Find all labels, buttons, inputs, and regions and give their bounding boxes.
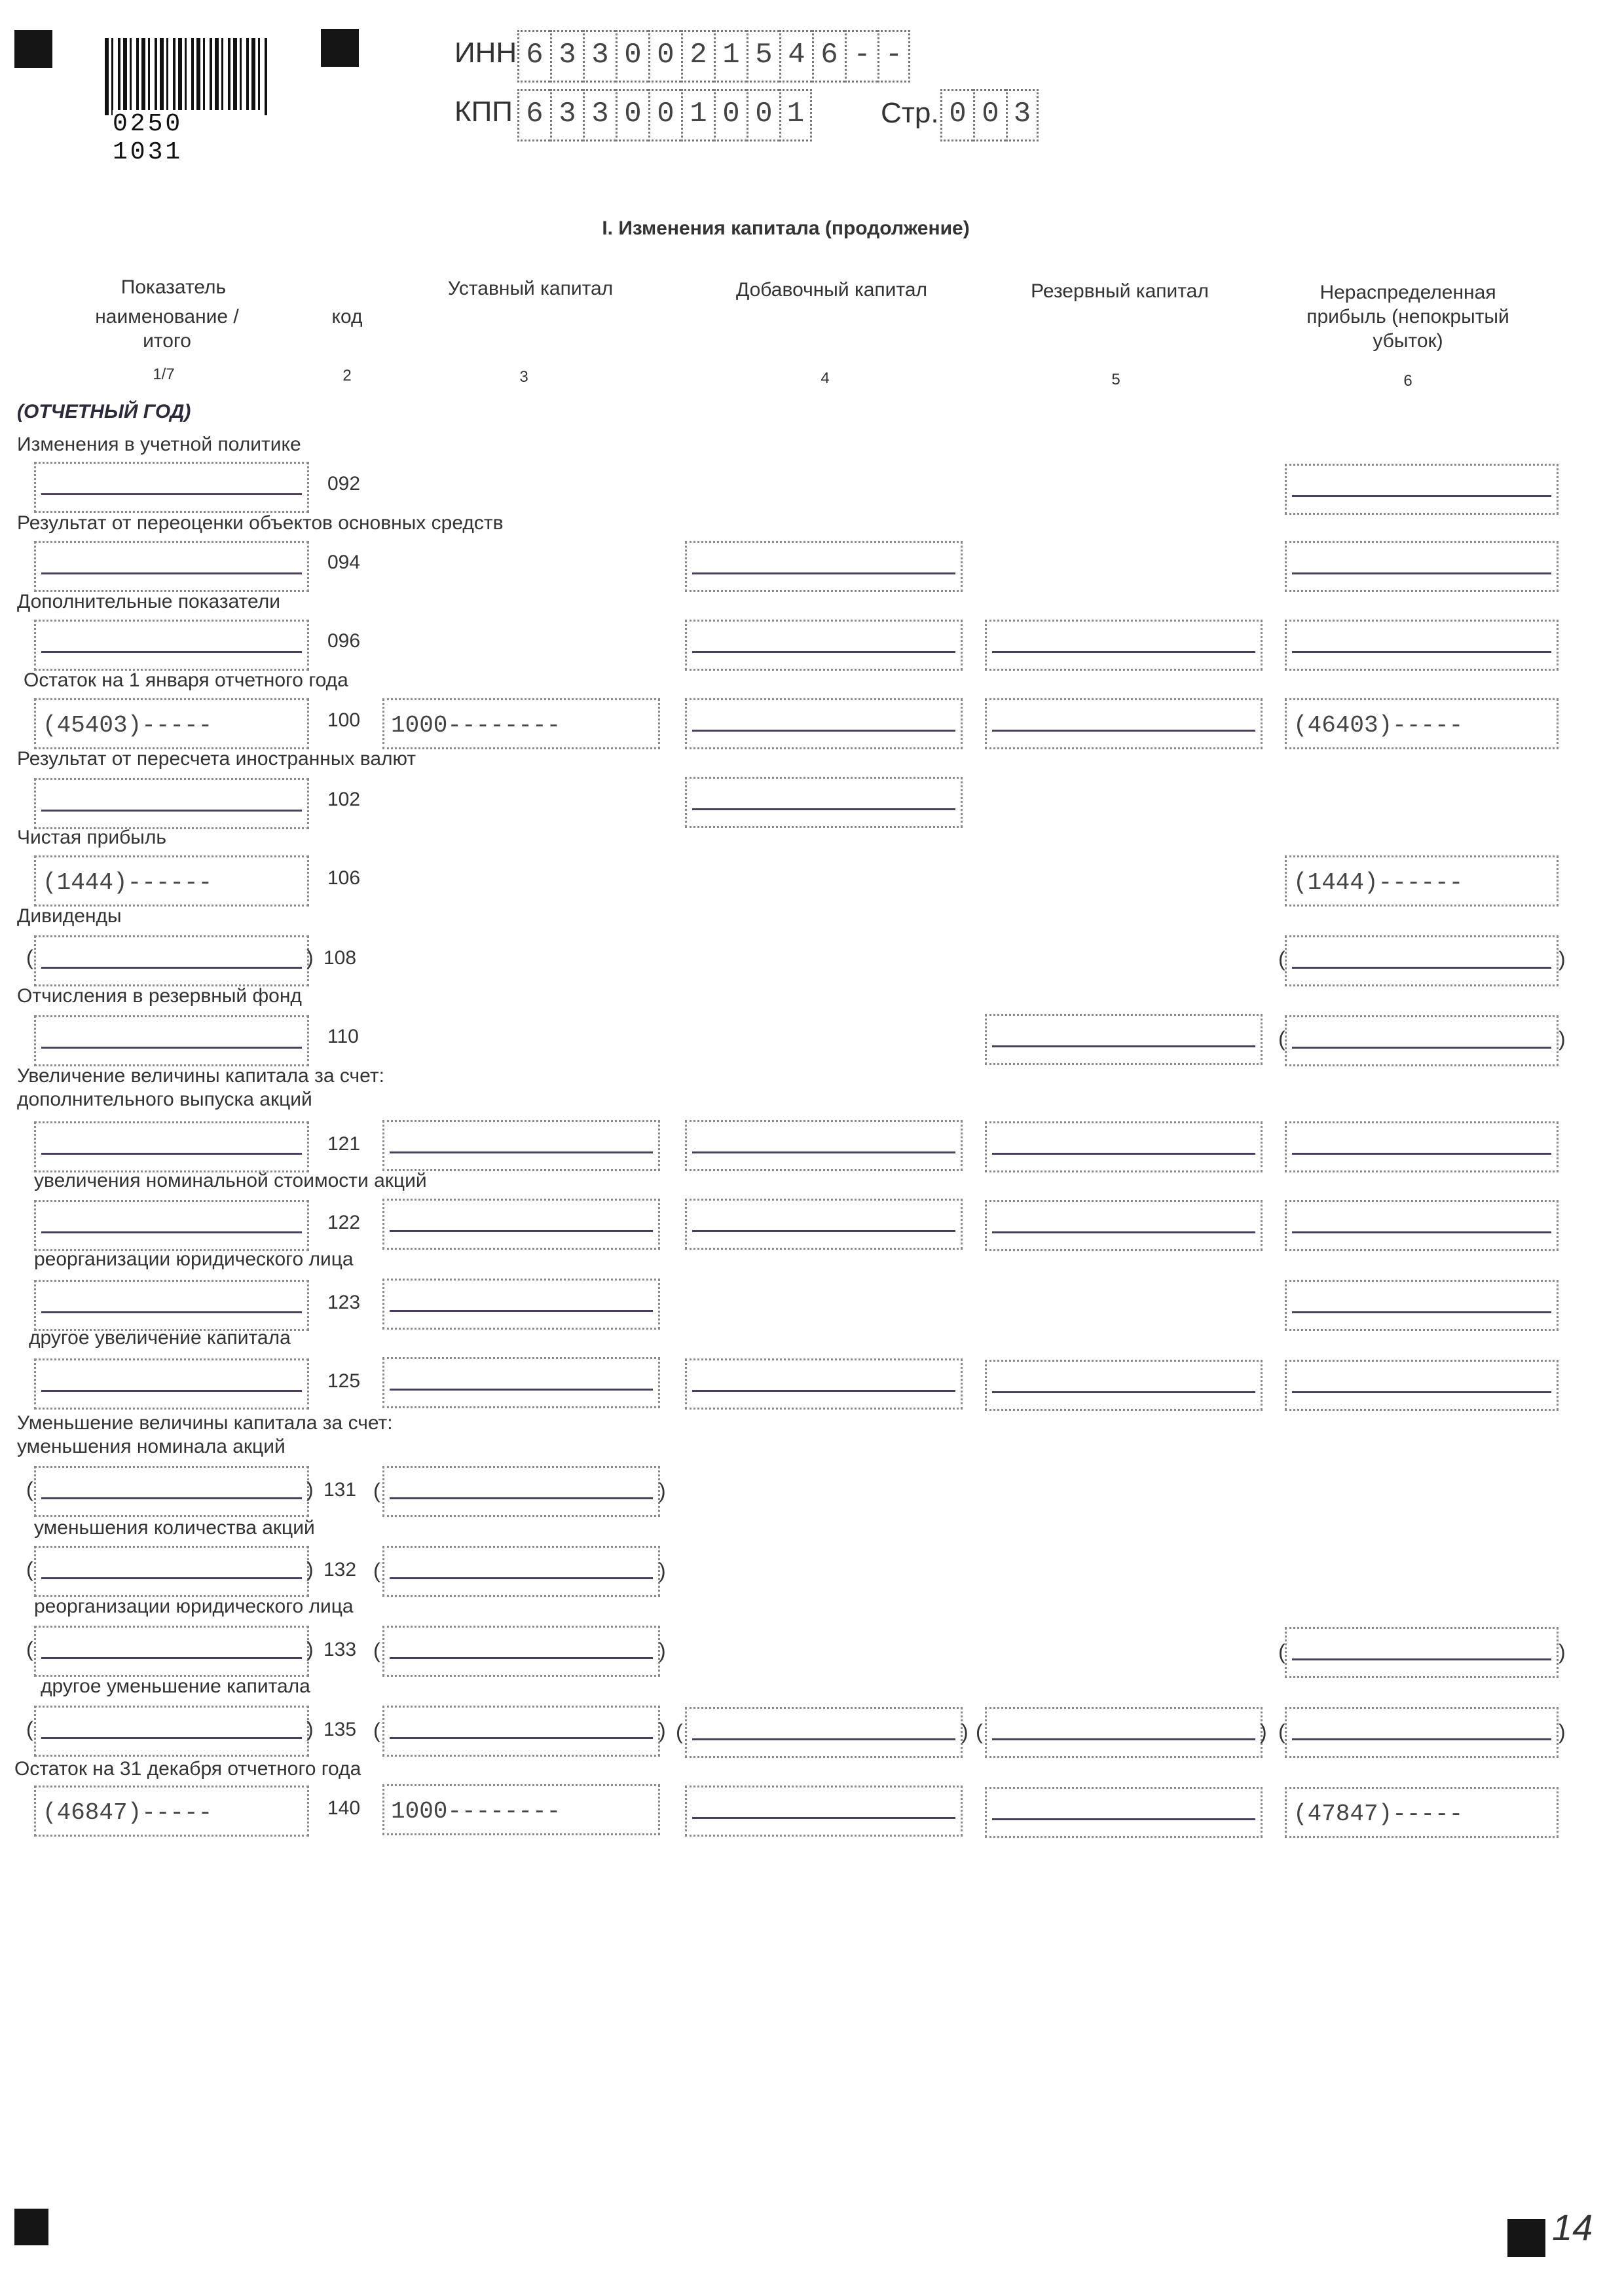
- paren-close-132-total: ): [306, 1558, 314, 1581]
- field-125-total[interactable]: [34, 1358, 309, 1410]
- field-122-charter[interactable]: [382, 1199, 660, 1250]
- field-096-additional[interactable]: [685, 620, 963, 671]
- field-121-retained[interactable]: [1285, 1121, 1559, 1172]
- code-135: 135: [323, 1719, 357, 1740]
- field-106-total[interactable]: [34, 855, 309, 907]
- page-cell: 3: [1006, 89, 1039, 141]
- col-charter: Уставный капитал: [447, 278, 614, 299]
- kpp-cell: 0: [714, 89, 747, 141]
- inn-cell: -: [877, 30, 910, 83]
- field-122-additional[interactable]: [685, 1199, 963, 1250]
- field-140-additional[interactable]: [685, 1786, 963, 1837]
- section-title: (ОТЧЕТНЫЙ ГОД): [17, 401, 191, 422]
- kpp-cell: 0: [648, 89, 681, 141]
- field-094-total[interactable]: [34, 541, 309, 592]
- code-133: 133: [323, 1639, 357, 1660]
- code-132: 132: [323, 1559, 357, 1581]
- field-132-charter[interactable]: [382, 1546, 660, 1597]
- field-122-retained[interactable]: [1285, 1200, 1559, 1251]
- col-additional: Добавочный капитал: [735, 279, 928, 301]
- col-reserve: Резервный капитал: [1031, 280, 1209, 302]
- paren-open-131-charter: (: [373, 1479, 380, 1503]
- field-106-retained[interactable]: [1285, 855, 1559, 907]
- inn-cell: 6: [517, 30, 550, 83]
- paren-close-110-retained: ): [1559, 1027, 1566, 1051]
- paren-close-133-total: ): [306, 1637, 314, 1661]
- kpp-cell: 0: [616, 89, 648, 141]
- field-110-total[interactable]: [34, 1015, 309, 1066]
- label-125: другое увеличение капитала: [29, 1327, 291, 1349]
- paren-close-132-charter: ): [659, 1559, 666, 1582]
- code-123: 123: [327, 1292, 361, 1313]
- paren-close-135-additional: ): [961, 1720, 969, 1744]
- col-num-3: 3: [519, 368, 528, 386]
- field-110-retained[interactable]: [1285, 1015, 1559, 1066]
- code-122: 122: [327, 1212, 361, 1233]
- kpp-cell: 1: [779, 89, 812, 141]
- label-decrease: Уменьшение величины капитала за счет:: [17, 1412, 393, 1434]
- paren-open-133-total: (: [26, 1637, 33, 1661]
- field-123-charter[interactable]: [382, 1279, 660, 1330]
- paren-open-133-charter: (: [373, 1639, 380, 1662]
- label-132: уменьшения количества акций: [34, 1517, 315, 1539]
- field-140-charter[interactable]: [382, 1784, 660, 1835]
- page-cell: 0: [940, 89, 973, 141]
- paren-open-135-reserve: (: [976, 1720, 983, 1744]
- kpp-cell: 1: [681, 89, 714, 141]
- code-106: 106: [327, 867, 361, 889]
- field-135-charter[interactable]: [382, 1706, 660, 1757]
- barcode-number: 0250 1031: [113, 110, 263, 166]
- kpp-cell: 3: [550, 89, 583, 141]
- field-122-reserve[interactable]: [985, 1200, 1263, 1251]
- label-123: реорганизации юридического лица: [34, 1248, 354, 1270]
- inn-cell: 5: [747, 30, 779, 83]
- col-retained-2: прибыль (непокрытый: [1306, 306, 1509, 327]
- corner-marker-bottom-right: [1507, 2219, 1545, 2257]
- paren-close-131-total: ): [306, 1478, 314, 1501]
- field-123-retained[interactable]: [1285, 1280, 1559, 1331]
- code-108: 108: [323, 947, 357, 969]
- paren-close-108-retained: ): [1559, 947, 1566, 971]
- field-100-additional[interactable]: [685, 698, 963, 749]
- field-133-retained[interactable]: [1285, 1627, 1559, 1678]
- paren-open-108-retained: (: [1278, 947, 1285, 971]
- label-140: Остаток на 31 декабря отчетного года: [14, 1758, 361, 1780]
- paren-open-135-retained: (: [1278, 1720, 1285, 1744]
- code-100: 100: [327, 709, 361, 731]
- inn-cell: 4: [779, 30, 812, 83]
- corner-marker-bottom-left: [14, 2209, 48, 2245]
- col-indicator-top: Показатель: [120, 276, 227, 298]
- paren-open-133-retained: (: [1278, 1640, 1285, 1664]
- barcode: [105, 38, 268, 115]
- kpp-cell: 0: [747, 89, 779, 141]
- paren-close-133-retained: ): [1559, 1640, 1566, 1664]
- field-125-charter[interactable]: [382, 1357, 660, 1408]
- label-131: уменьшения номинала акций: [17, 1436, 286, 1457]
- code-125: 125: [327, 1370, 361, 1392]
- label-102: Результат от пересчета иностранных валют: [17, 748, 416, 770]
- field-140-retained[interactable]: [1285, 1787, 1559, 1838]
- paren-close-108-total: ): [306, 946, 314, 969]
- field-108-total[interactable]: [34, 935, 309, 986]
- value-140-total: (46847)-----: [43, 1799, 213, 1826]
- field-096-retained[interactable]: [1285, 620, 1559, 671]
- label-108: Дивиденды: [17, 905, 122, 927]
- label-122: увеличения номинальной стоимости акций: [34, 1170, 427, 1191]
- inn-cell: 0: [616, 30, 648, 83]
- field-132-total[interactable]: [34, 1546, 309, 1597]
- field-121-charter[interactable]: [382, 1120, 660, 1171]
- col-num-5: 5: [1111, 371, 1120, 388]
- inn-label: ИНН: [454, 37, 517, 69]
- handwritten-page-number: 14: [1552, 2207, 1593, 2248]
- inn-cell: 3: [583, 30, 616, 83]
- col-num-4: 4: [821, 369, 830, 387]
- value-100-retained: (46403)-----: [1293, 712, 1464, 739]
- field-135-retained[interactable]: [1285, 1707, 1559, 1758]
- value-100-total: (45403)-----: [43, 712, 213, 739]
- label-106: Чистая прибыль: [17, 827, 166, 848]
- value-140-charter: 1000--------: [391, 1798, 561, 1825]
- field-102-total[interactable]: [34, 778, 309, 829]
- field-121-total[interactable]: [34, 1121, 309, 1172]
- field-131-total[interactable]: [34, 1466, 309, 1517]
- value-100-charter: 1000--------: [391, 712, 561, 739]
- label-094: Результат от переоценки объектов основных средств: [17, 512, 504, 534]
- field-121-reserve[interactable]: [985, 1121, 1263, 1172]
- field-135-additional[interactable]: [685, 1707, 963, 1758]
- label-100: Остаток на 1 января отчетного года: [24, 669, 348, 691]
- code-121: 121: [327, 1133, 361, 1155]
- inn-cell: 1: [714, 30, 747, 83]
- value-106-retained: (1444)------: [1293, 869, 1464, 896]
- label-110: Отчисления в резервный фонд: [17, 985, 302, 1007]
- label-133: реорганизации юридического лица: [34, 1596, 354, 1617]
- kpp-label: КПП: [454, 96, 513, 128]
- value-140-retained: (47847)-----: [1293, 1801, 1464, 1827]
- code-110: 110: [327, 1026, 359, 1047]
- paren-open-132-charter: (: [373, 1559, 380, 1582]
- col-num-6: 6: [1403, 372, 1412, 390]
- label-096: Дополнительные показатели: [17, 591, 281, 612]
- paren-close-135-retained: ): [1559, 1720, 1566, 1744]
- paren-close-133-charter: ): [659, 1639, 666, 1662]
- field-094-additional[interactable]: [685, 541, 963, 592]
- field-131-charter[interactable]: [382, 1466, 660, 1517]
- form-title: I. Изменения капитала (продолжение): [602, 217, 970, 239]
- field-100-total[interactable]: [34, 698, 309, 749]
- field-092-retained[interactable]: [1285, 464, 1559, 515]
- paren-close-131-charter: ): [659, 1479, 666, 1503]
- field-108-retained[interactable]: [1285, 935, 1559, 986]
- field-125-reserve[interactable]: [985, 1360, 1263, 1411]
- field-102-additional[interactable]: [685, 777, 963, 828]
- paren-close-135-reserve: ): [1260, 1720, 1267, 1744]
- field-135-total[interactable]: [34, 1706, 309, 1757]
- paren-open-110-retained: (: [1278, 1027, 1285, 1051]
- field-110-reserve[interactable]: [985, 1014, 1263, 1065]
- paren-close-135-charter: ): [659, 1719, 666, 1742]
- field-096-reserve[interactable]: [985, 620, 1263, 671]
- label-increase: Увеличение величины капитала за счет:: [17, 1065, 384, 1087]
- field-122-total[interactable]: [34, 1200, 309, 1251]
- col-indicator-total: итого: [143, 330, 191, 352]
- code-092: 092: [327, 473, 361, 495]
- field-125-retained[interactable]: [1285, 1360, 1559, 1411]
- page-cell: 0: [973, 89, 1006, 141]
- field-140-reserve[interactable]: [985, 1787, 1263, 1838]
- col-indicator-name: наименование /: [95, 306, 239, 327]
- kpp-cell: 6: [517, 89, 550, 141]
- col-retained-3: убыток): [1373, 330, 1443, 352]
- paren-open-132-total: (: [26, 1558, 33, 1581]
- field-100-reserve[interactable]: [985, 698, 1263, 749]
- field-140-total[interactable]: [34, 1786, 309, 1837]
- paren-open-135-charter: (: [373, 1719, 380, 1742]
- field-135-reserve[interactable]: [985, 1707, 1263, 1758]
- inn-cell: 3: [550, 30, 583, 83]
- code-140: 140: [327, 1797, 361, 1819]
- label-135: другое уменьшение капитала: [41, 1675, 310, 1697]
- col-num-1: 1/7: [153, 365, 175, 383]
- corner-marker-top-center: [321, 29, 359, 67]
- page-label: Стр.: [881, 97, 939, 129]
- field-133-total[interactable]: [34, 1626, 309, 1677]
- code-102: 102: [327, 789, 361, 810]
- field-092-total[interactable]: [34, 462, 309, 513]
- paren-open-131-total: (: [26, 1478, 33, 1501]
- value-106-total: (1444)------: [43, 869, 213, 896]
- kpp-cells: [517, 89, 812, 141]
- code-094: 094: [327, 552, 361, 573]
- inn-cell: -: [845, 30, 877, 83]
- corner-marker-top-left: [14, 30, 52, 68]
- field-094-retained[interactable]: [1285, 541, 1559, 592]
- page-cells: [940, 89, 1039, 141]
- field-133-charter[interactable]: [382, 1626, 660, 1677]
- field-100-charter[interactable]: [382, 698, 660, 749]
- field-100-retained[interactable]: [1285, 698, 1559, 749]
- inn-cell: 0: [648, 30, 681, 83]
- paren-open-108-total: (: [26, 946, 33, 969]
- paren-open-135-total: (: [26, 1717, 33, 1741]
- inn-cell: 6: [812, 30, 845, 83]
- paren-open-135-additional: (: [676, 1720, 683, 1744]
- label-092: Изменения в учетной политике: [17, 434, 301, 455]
- col-code: код: [331, 306, 363, 327]
- field-121-additional[interactable]: [685, 1120, 963, 1171]
- field-125-additional[interactable]: [685, 1358, 963, 1410]
- code-096: 096: [327, 630, 361, 652]
- label-121: дополнительного выпуска акций: [17, 1089, 312, 1110]
- code-131: 131: [323, 1479, 357, 1501]
- field-096-total[interactable]: [34, 620, 309, 671]
- kpp-cell: 3: [583, 89, 616, 141]
- field-123-total[interactable]: [34, 1280, 309, 1331]
- col-retained-1: Нераспределенная: [1320, 282, 1496, 303]
- paren-close-135-total: ): [306, 1717, 314, 1741]
- inn-cell: 2: [681, 30, 714, 83]
- col-num-2: 2: [342, 367, 352, 384]
- inn-cells: [517, 30, 910, 83]
